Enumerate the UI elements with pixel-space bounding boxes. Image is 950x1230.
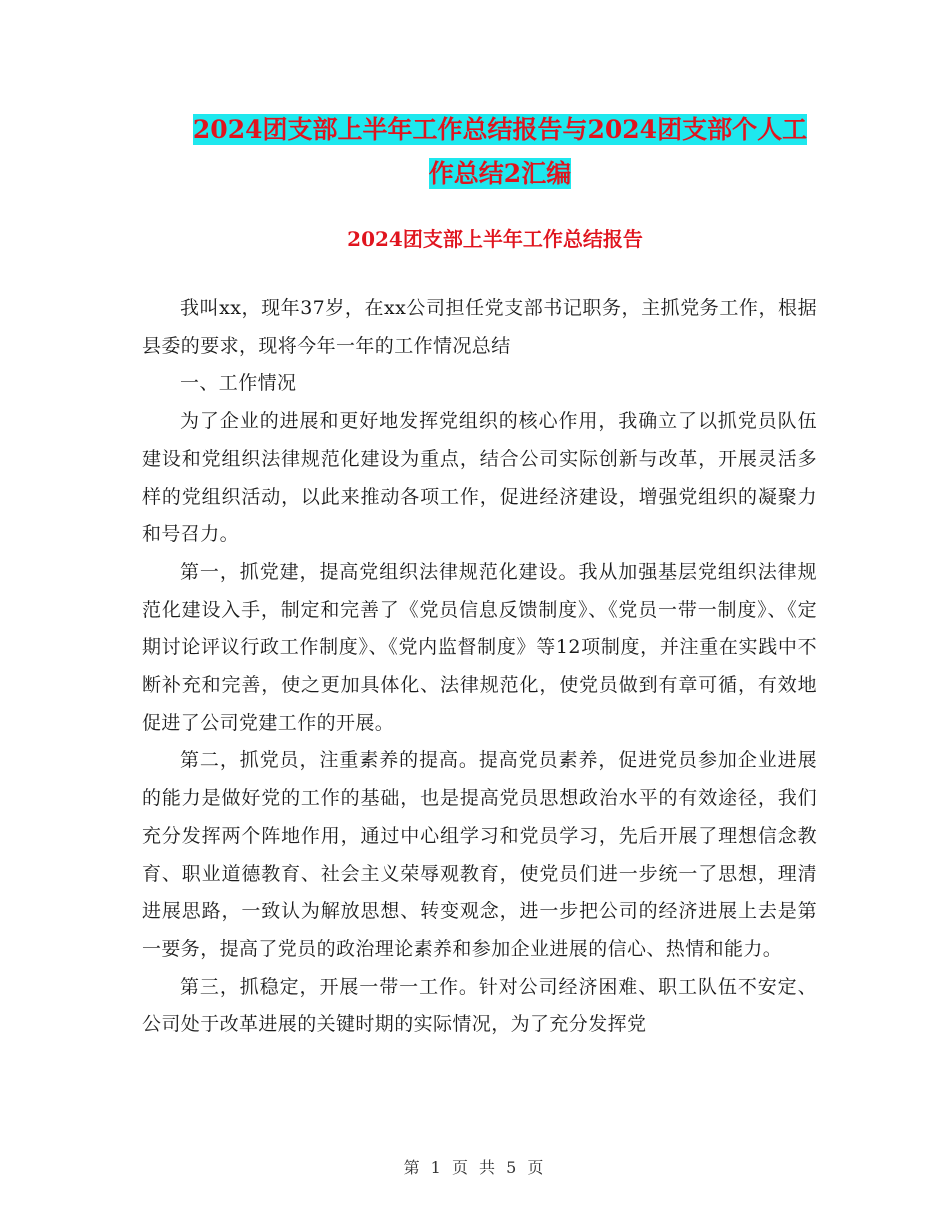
paragraph-first: 第一，抓党建，提高党组织法律规范化建设。我从加强基层党组织法律规范化建设入手，制定和完善了《党员信息反馈制度》、《党员一带一制度》、《定期讨论评议行政工作制度》、《党内监督制度》等12项制度，并注重在实践中不断补充和完善，使之更加具体化、法律规范化，使党员做到有章可循，有效地促进了公司党建工作的开展。 [142, 560, 817, 734]
page-footer: 第 1 页 共 5 页 [403, 1158, 547, 1177]
paragraph-third: 第三，抓稳定，开展一带一工作。针对公司经济困难、职工队伍不安定、公司处于改革进展的关键时期的实际情况，为了充分发挥党 [142, 975, 817, 1036]
section-title: 2024团支部上半年工作总结报告 [347, 227, 643, 251]
paragraph-intro: 我叫xx，现年37岁，在xx公司担任党支部书记职务，主抓党务工作，根据县委的要求，现将今年一年的工作情况总结 [142, 297, 817, 357]
document-title-line-1: 2024团支部上半年工作总结报告与2024团支部个人工 [192, 115, 808, 144]
paragraph-heading-work: 一、工作情况 [180, 372, 297, 395]
paragraph-second: 第二，抓党员，注重素养的提高。提高党员素养，促进党员参加企业进展的能力是做好党的工作的基础，也是提高党员思想政治水平的有效途径，我们充分发挥两个阵地作用，通过中心组学习和党员学习，先后开展了理想信念教育、职业道德教育、社会主义荣辱观教育，使党员们进一步统一了思想，理清进展思路，一致认为解放思想、转变观念，进一步把公司的经济进展上去是第一要务，提高了党员的政治理论素养和参加企业进展的信心、热情和能力。 [142, 749, 817, 960]
paragraph-overview: 为了企业的进展和更好地发挥党组织的核心作用，我确立了以抓党员队伍建设和党组织法律规范化建设为重点，结合公司实际创新与改革，开展灵活多样的党组织活动，以此来推动各项工作，促进经济建设，增强党组织的凝聚力和号召力。 [142, 410, 817, 546]
document-title-line-2: 作总结2汇编 [428, 159, 572, 188]
body-text [142, 290, 817, 1044]
